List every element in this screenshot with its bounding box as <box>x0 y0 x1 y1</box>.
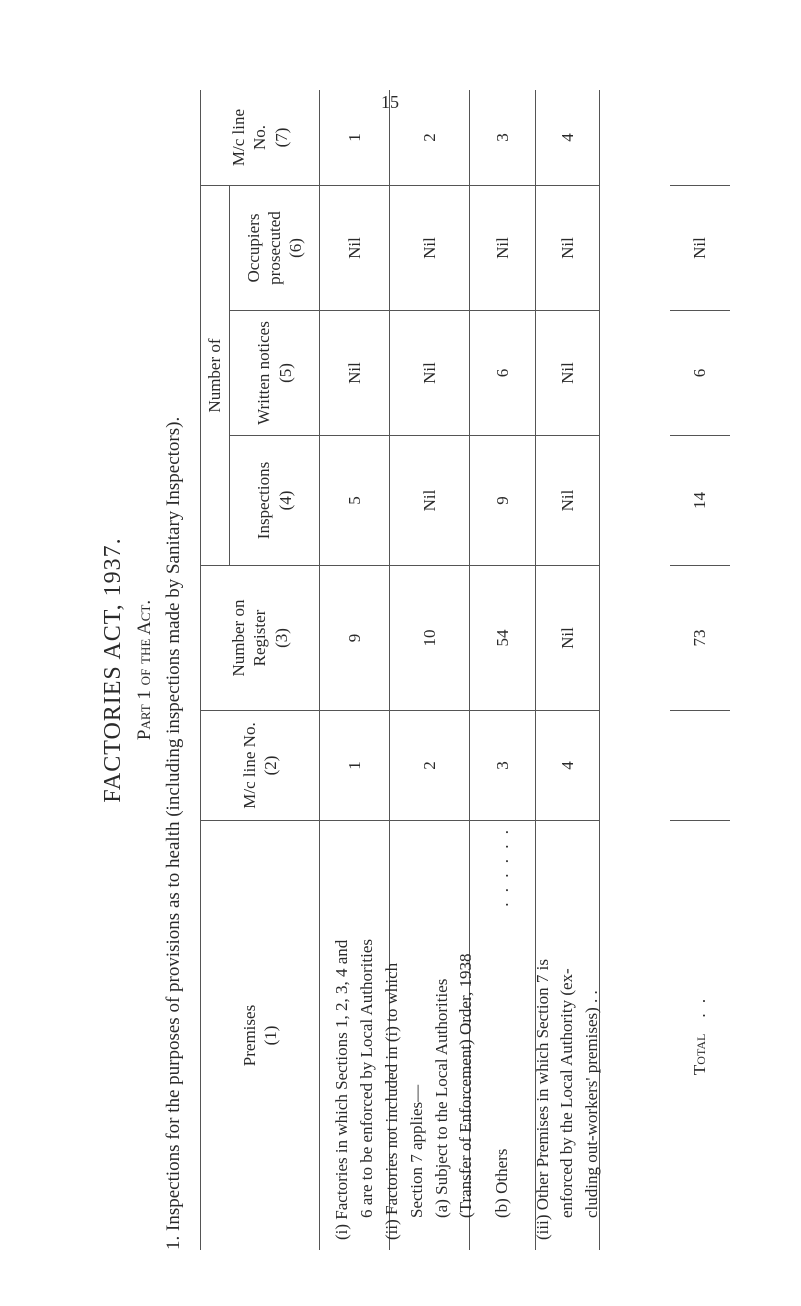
total-row <box>670 90 730 1250</box>
premises-line: (i) Factories in which Sections 1, 2, 3, 4 and <box>331 939 351 1240</box>
table-row-premises <box>470 820 536 1250</box>
header-inspections <box>230 435 320 565</box>
header-inspections-number: (4) <box>275 490 295 511</box>
header-number-of: Number of <box>200 185 230 565</box>
leader-dots: . . . . . . <box>492 827 512 907</box>
table-cell-notices: Nil <box>536 310 600 435</box>
header-register-label: Number on Register <box>229 599 270 677</box>
table-cell-line-b: 1 <box>320 90 390 185</box>
premises-line: enforced by the Local Authority (ex- <box>557 968 577 1218</box>
table-cell-line-a: 1 <box>320 710 390 820</box>
table-cell-line-b: 2 <box>390 90 470 185</box>
table-cell-prosecuted: Nil <box>536 185 600 310</box>
table-cell-line-b: 4 <box>536 90 600 185</box>
premises-line: (Transfer of Enforcement) Order, 1938 <box>456 953 476 1218</box>
header-prosecuted-label: Occupiers prosecuted <box>243 211 284 285</box>
table-cell-register: Nil <box>536 565 600 710</box>
header-line-a-number: (2) <box>261 755 280 776</box>
table-caption: 1. Inspections for the purposes of provisions as to health (including inspections made by Sanitary Inspectors). <box>163 416 184 1250</box>
table-cell-inspections: Nil <box>536 435 600 565</box>
table-cell-line-a <box>670 710 730 820</box>
table-cell-inspections: Nil <box>390 435 470 565</box>
header-notices <box>230 310 320 435</box>
table-cell-register: 73 <box>670 565 730 710</box>
header-prosecuted-number: (6) <box>286 238 306 258</box>
header-line-a-label: M/c line No. <box>239 722 259 809</box>
table-cell-prosecuted: Nil <box>670 185 730 310</box>
table-cell-line-a: 4 <box>536 710 600 820</box>
table-cell-register: 10 <box>390 565 470 710</box>
premises-line: (b) Others <box>492 1148 512 1218</box>
table-cell-register: 9 <box>320 565 390 710</box>
premises-line: (ii) Factories not included in (i) to which <box>382 962 402 1240</box>
header-line-b-number: (7) <box>271 127 291 148</box>
table-row-premises <box>532 820 601 1250</box>
header-prosecuted <box>230 185 320 310</box>
table-cell-register: 54 <box>470 565 536 710</box>
header-premises-number: (1) <box>261 1025 280 1046</box>
table-cell-line-b <box>670 90 730 185</box>
table-cell-line-a: 2 <box>390 710 470 820</box>
header-notices-number: (5) <box>275 363 295 383</box>
table-cell-line-a: 3 <box>470 710 536 820</box>
header-line-a <box>200 710 320 820</box>
table-cell-prosecuted: Nil <box>390 185 470 310</box>
table-cell-notices: Nil <box>320 310 390 435</box>
premises-line: cluding out-workers' premises) . . <box>581 990 601 1218</box>
header-premises-label: Premises <box>239 1004 259 1067</box>
table-cell-notices: 6 <box>670 310 730 435</box>
header-register <box>200 565 320 710</box>
header-register-number: (3) <box>271 628 291 648</box>
part-heading: Part 1 of the Act. <box>134 599 155 741</box>
table-cell-line-b: 3 <box>470 90 536 185</box>
act-title: FACTORIES ACT, 1937. <box>100 537 126 803</box>
table-cell-inspections: 9 <box>470 435 536 565</box>
inspections-table <box>200 90 670 1250</box>
header-line-b-label: M/c line No. <box>229 108 270 167</box>
total-label: Total <box>690 1033 710 1076</box>
table-row-premises <box>382 820 476 1250</box>
leader-dots: . . <box>690 995 710 1018</box>
premises-line: (iii) Other Premises in which Section 7 is <box>532 959 552 1240</box>
premises-line: Section 7 applies— <box>406 1084 426 1218</box>
rotated-page-content <box>100 90 740 1250</box>
header-line-b <box>200 90 320 185</box>
table-cell-inspections: 5 <box>320 435 390 565</box>
header-notices-label: Written notices <box>254 321 274 425</box>
table-cell-prosecuted: Nil <box>320 185 390 310</box>
premises-line: (a) Subject to the Local Authorities <box>431 978 451 1218</box>
table-cell-prosecuted: Nil <box>470 185 536 310</box>
header-inspections-label: Inspections <box>254 461 274 540</box>
table-cell-notices: Nil <box>390 310 470 435</box>
table-cell-inspections: 14 <box>670 435 730 565</box>
page-number: 15 <box>381 92 399 112</box>
header-premises <box>200 820 320 1250</box>
total-label-cell <box>670 820 730 1250</box>
premises-line: 6 are to be enforced by Local Authorities <box>356 939 376 1218</box>
table-cell-notices: 6 <box>470 310 536 435</box>
